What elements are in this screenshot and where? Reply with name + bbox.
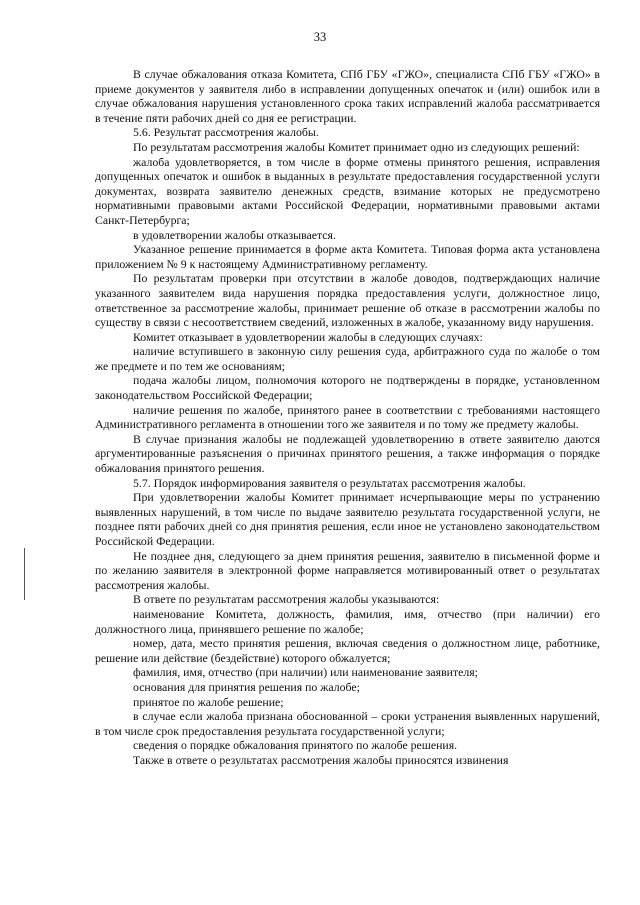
list-item: наименование Комитета, должность, фамилия, имя, отчество (при наличии) его должностного лица, принявшего решение по жалобе; xyxy=(95,606,600,636)
paragraph: По результатам проверки при отсутствии в жалобе доводов, подтверждающих наличие указанного заявителем вида нарушения порядка предоставления услуги, должностное лицо, ответственное за рассмотрение жалобы, принимает решение об отказе в рассмотрении жалобы по существу в связи с несоответствием сведений, изложенных в жалобе, указанному виду нарушения. xyxy=(95,271,600,330)
paragraph: Не позднее дня, следующего за днем принятия решения, заявителю в письменной форме и по желанию заявителя в электронной форме направляется мотивированный ответ о результатах рассмотрения жалобы. xyxy=(95,548,600,592)
list-item: в случае если жалоба признана обоснованной – сроки устранения выявленных нарушений, в том числе срок предоставления результата государственной услуги; xyxy=(95,709,600,738)
list-item: сведения о порядке обжалования принятого по жалобе решения. xyxy=(133,738,458,753)
margin-mark xyxy=(24,548,25,600)
list-item: принятое по жалобе решение; xyxy=(133,694,284,709)
paragraph: При удовлетворении жалобы Комитет принимает исчерпывающие меры по устранению выявленных нарушений, в том числе по выдаче заявителю результата государственной услуги, не позднее пяти рабочих дней со дня принятия решения, если иное не установлено законодательством Российской Федерации. xyxy=(95,490,600,548)
section-heading: 5.6. Результат рассмотрения жалобы. xyxy=(133,125,319,140)
paragraph: В ответе по результатам рассмотрения жалобы указываются: xyxy=(133,592,440,607)
list-item: в удовлетворении жалобы отказывается. xyxy=(133,227,336,242)
list-item: основания для принятия решения по жалобе; xyxy=(133,679,360,694)
list-item: наличие решения по жалобе, принятого ранее в соответствии с требованиями настоящего Административного регламента в отношении того же заявителя и по тому же предмету жалобы. xyxy=(95,402,600,432)
list-item: фамилия, имя, отчество (при наличии) или наименование заявителя; xyxy=(133,665,478,680)
list-item: номер, дата, место принятия решения, включая сведения о должностном лице, работнике, решение или действие (бездействие) которого обжалуется; xyxy=(95,636,600,665)
page-number: 33 xyxy=(313,30,327,44)
paragraph: Также в ответе о результатах рассмотрения жалобы приносятся извинения xyxy=(133,752,509,767)
paragraph: Указанное решение принимается в форме акта Комитета. Типовая форма акта установлена приложением № 9 к настоящему Административному регламенту. xyxy=(95,242,600,271)
list-item: подача жалобы лицом, полномочия которого не подтверждены в порядке, установленном законодательством Российской Федерации; xyxy=(95,373,600,403)
document-body xyxy=(95,67,600,768)
paragraph: Комитет отказывает в удовлетворении жалобы в следующих случаях: xyxy=(133,329,483,344)
list-item: жалоба удовлетворяется, в том числе в форме отмены принятого решения, исправления допущенных опечаток и ошибок в выданных в результате предоставления государственной услуги документах, возврата заявителю денежных средств, взимание которых не предусмотрено нормативными правовыми актами Российской Федерации, нормативными правовыми актами Санкт-Петербурга; xyxy=(95,154,600,227)
section-heading: 5.7. Порядок информирования заявителя о результатах рассмотрения жалобы. xyxy=(133,475,526,490)
paragraph: В случае обжалования отказа Комитета, СПб ГБУ «ГЖО», специалиста СПб ГБУ «ГЖО» в приеме документов у заявителя либо в исправлении допущенных опечаток и (или) ошибок или в случае обжалования нарушения установленного срока таких исправлений жалоба рассматривается в течение пяти рабочих дней со дня ее регистрации. xyxy=(95,67,600,125)
paragraph: По результатам рассмотрения жалобы Комитет принимает одно из следующих решений: xyxy=(133,139,580,154)
list-item: наличие вступившего в законную силу решения суда, арбитражного суда по жалобе о том же предмете и по тем же основаниям; xyxy=(95,344,600,373)
paragraph: В случае признания жалобы не подлежащей удовлетворению в ответе заявителю даются аргументированные разъяснения о причинах принятого решения, а также информация о порядке обжалования принятого решения. xyxy=(95,431,600,476)
